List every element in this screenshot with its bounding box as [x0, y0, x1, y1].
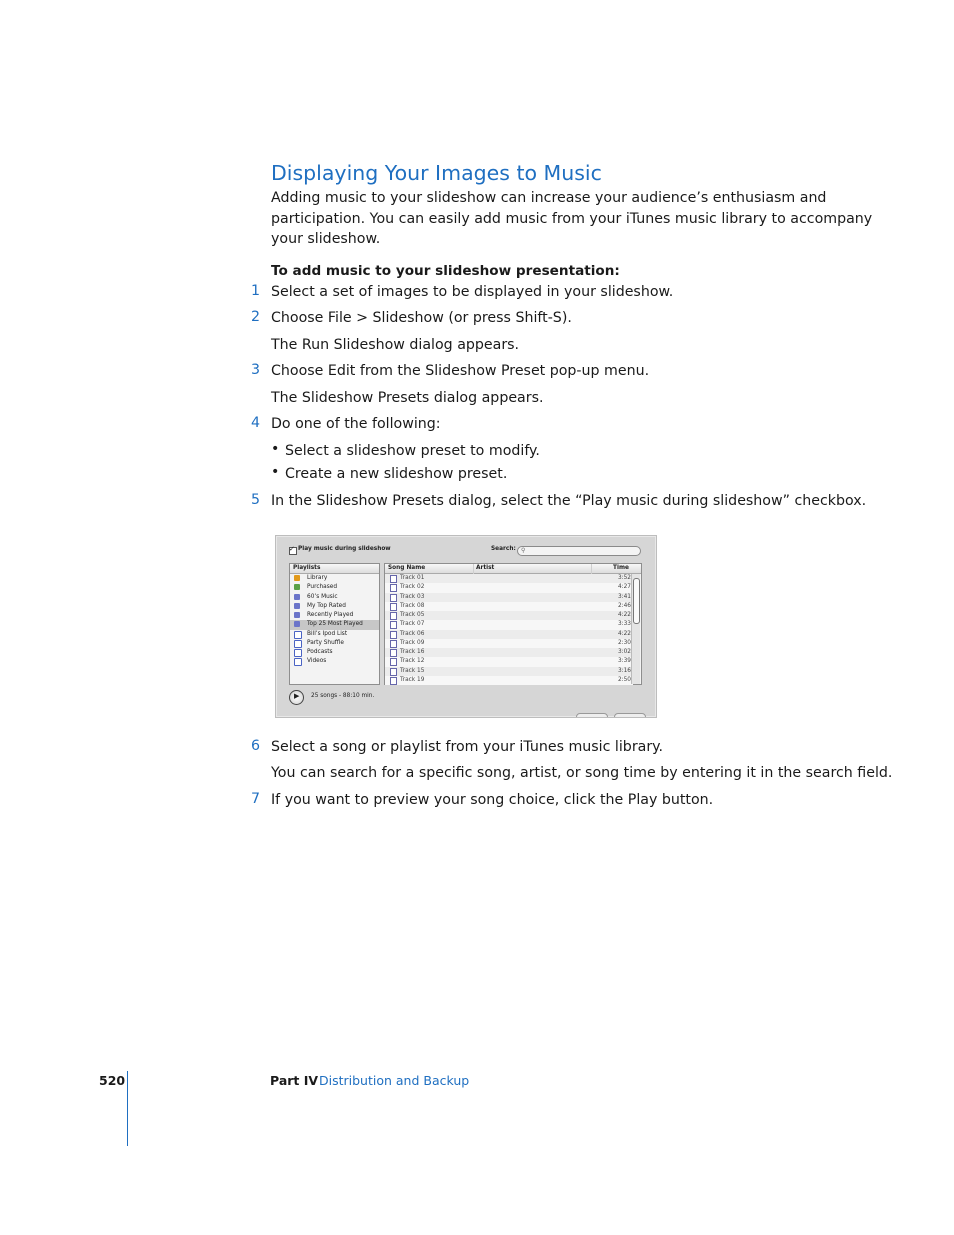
track-row[interactable]: [385, 630, 633, 639]
search-icon: ⚲: [521, 547, 526, 554]
music-note-icon: [390, 640, 397, 648]
dialog-button[interactable]: [614, 713, 646, 718]
playlist-item[interactable]: [290, 602, 379, 611]
playlist-item[interactable]: [290, 583, 379, 592]
bullet-marker: •: [271, 441, 280, 457]
step-number: 2: [250, 309, 260, 325]
step-number: 4: [250, 415, 260, 431]
step-number: 7: [250, 791, 260, 807]
track-row[interactable]: [385, 648, 633, 657]
track-name: Track 09: [400, 639, 425, 646]
music-note-icon: [390, 594, 397, 602]
track-name: Track 16: [400, 649, 425, 655]
track-row[interactable]: [385, 676, 633, 685]
track-time: 2:50: [617, 676, 631, 683]
track-time: 2:30: [617, 639, 631, 646]
checkmark-icon: ✓: [289, 545, 295, 553]
track-row[interactable]: [385, 639, 633, 648]
scroll-thumb[interactable]: [633, 578, 640, 624]
intro-paragraph: [271, 188, 872, 250]
playlist-label: Top 25 Most Played: [307, 621, 363, 628]
playlist-label: Recently Played: [307, 612, 354, 618]
track-name: Track 01: [400, 575, 425, 581]
step-text: Choose File > Slideshow (or press Shift-S).: [271, 310, 572, 326]
track-name: Track 06: [400, 630, 425, 637]
playlist-item[interactable]: [290, 611, 379, 620]
music-note-icon: [390, 649, 397, 657]
playlist-label: Podcasts: [307, 649, 333, 655]
playlist-icon: [294, 603, 300, 609]
track-time: 3:33: [617, 621, 631, 628]
section-heading: Displaying Your Images to Music: [271, 161, 602, 185]
track-name: Track 03: [400, 593, 425, 600]
step-note: The Run Slideshow dialog appears.: [271, 337, 520, 353]
footer-section: Distribution and Backup: [319, 1073, 470, 1088]
music-note-icon: [390, 575, 397, 583]
play-music-label: Play music during slideshow: [298, 546, 391, 552]
playlist-icon: [294, 621, 300, 627]
dialog-button[interactable]: [576, 713, 608, 718]
track-name: Track 19: [400, 676, 425, 683]
track-row[interactable]: [385, 667, 633, 676]
track-time: 4:22: [617, 630, 631, 637]
playlist-item[interactable]: [290, 630, 379, 639]
playlist-item[interactable]: [290, 657, 379, 666]
music-note-icon: [390, 621, 397, 629]
track-time: 3:16: [617, 667, 631, 674]
playlist-icon: [294, 631, 302, 639]
songs-header: [385, 564, 641, 574]
playlist-label: Party Shuffle: [307, 639, 344, 646]
playlist-icon: [294, 584, 300, 590]
playlist-label: 60’s Music: [307, 593, 338, 600]
playlist-item[interactable]: [290, 593, 379, 602]
bullet-text: Select a slideshow preset to modify.: [285, 443, 540, 459]
step-text: If you want to preview your song choice, click the Play button.: [271, 792, 714, 808]
playlist-icon: [294, 594, 300, 600]
step-text: In the Slideshow Presets dialog, select the “Play music during slideshow” checkbox.: [271, 493, 867, 509]
playlist-label: Library: [307, 575, 328, 581]
song-count-status: 25 songs - 88:10 min.: [311, 693, 375, 699]
playlist-label: Videos: [307, 658, 327, 665]
step-number: 3: [250, 362, 260, 378]
track-row[interactable]: [385, 583, 633, 592]
playlist-icon: [294, 649, 302, 657]
step-number: 6: [250, 738, 260, 754]
slideshow-presets-dialog-screenshot: [275, 535, 657, 718]
play-music-checkbox[interactable]: [289, 547, 297, 555]
time-column-header[interactable]: Time: [613, 565, 629, 571]
track-name: Track 15: [400, 667, 425, 674]
track-name: Track 05: [400, 612, 425, 618]
track-row[interactable]: [385, 657, 633, 666]
play-button[interactable]: [289, 690, 304, 705]
playlist-item[interactable]: [290, 639, 379, 648]
track-time: 3:39: [617, 658, 631, 665]
intro-line: your slideshow.: [271, 231, 381, 247]
track-name: Track 02: [400, 584, 425, 591]
footer-rule: [127, 1071, 128, 1146]
playlist-item[interactable]: [290, 574, 379, 583]
track-name: Track 12: [400, 658, 425, 665]
playlist-icon: [294, 612, 300, 618]
step-text: Do one of the following:: [271, 416, 441, 432]
track-time: 2:46: [617, 602, 631, 609]
music-note-icon: [390, 668, 397, 676]
artist-column-header[interactable]: Artist: [476, 565, 495, 571]
play-icon: ▶: [294, 692, 300, 700]
step-note: The Slideshow Presets dialog appears.: [271, 390, 544, 406]
step-text: Select a song or playlist from your iTunes music library.: [271, 739, 664, 755]
track-name: Track 07: [400, 621, 425, 628]
search-input[interactable]: [517, 546, 641, 556]
playlist-icon: [294, 658, 302, 666]
music-note-icon: [390, 677, 397, 685]
music-note-icon: [390, 612, 397, 620]
scrollbar[interactable]: [631, 574, 640, 684]
playlist-label: Purchased: [307, 584, 338, 591]
playlist-list: [290, 574, 379, 667]
step-text: Choose Edit from the Slideshow Preset pop-up menu.: [271, 363, 650, 379]
step-text: Select a set of images to be displayed in your slideshow.: [271, 284, 674, 300]
playlist-icon: [294, 640, 302, 648]
music-note-icon: [390, 631, 397, 639]
intro-line: participation. You can easily add music from your iTunes music library to accompany: [271, 210, 873, 227]
track-time: 4:22: [617, 612, 631, 618]
step-note: You can search for a specific song, artist, or song time by entering it in the search field.: [271, 765, 893, 781]
song-name-column-header[interactable]: Song Name: [388, 565, 426, 571]
music-note-icon: [390, 603, 397, 611]
track-time: 3:52: [617, 575, 631, 581]
playlist-label: My Top Rated: [307, 602, 346, 609]
track-row[interactable]: [385, 611, 633, 620]
music-note-icon: [390, 658, 397, 666]
playlists-header: Playlists: [290, 564, 379, 574]
bullet-text: Create a new slideshow preset.: [285, 466, 508, 482]
search-label: Search:: [491, 546, 516, 552]
songs-pane: [384, 563, 642, 685]
playlist-icon: [294, 575, 300, 581]
track-row[interactable]: [385, 620, 633, 629]
track-row[interactable]: [385, 602, 633, 611]
footer-part: Part IV: [270, 1073, 319, 1088]
track-name: Track 08: [400, 602, 425, 609]
step-number: 5: [250, 492, 260, 508]
bullet-marker: •: [271, 464, 280, 480]
track-time: 4:27: [617, 584, 631, 591]
playlist-item[interactable]: [290, 620, 379, 629]
track-time: 3:41: [617, 593, 631, 600]
playlist-label: Bill’s Ipod List: [307, 630, 348, 637]
track-row[interactable]: [385, 593, 633, 602]
intro-line: Adding music to your slideshow can increase your audience’s enthusiasm and: [271, 190, 827, 206]
playlists-pane: [289, 563, 380, 685]
step-number: 1: [250, 283, 260, 299]
music-note-icon: [390, 584, 397, 592]
procedure-title: To add music to your slideshow presentation:: [271, 263, 620, 279]
page-number: 520: [99, 1073, 126, 1088]
track-time: 3:02: [617, 649, 631, 655]
playlist-item[interactable]: [290, 648, 379, 657]
track-row[interactable]: [385, 574, 633, 583]
